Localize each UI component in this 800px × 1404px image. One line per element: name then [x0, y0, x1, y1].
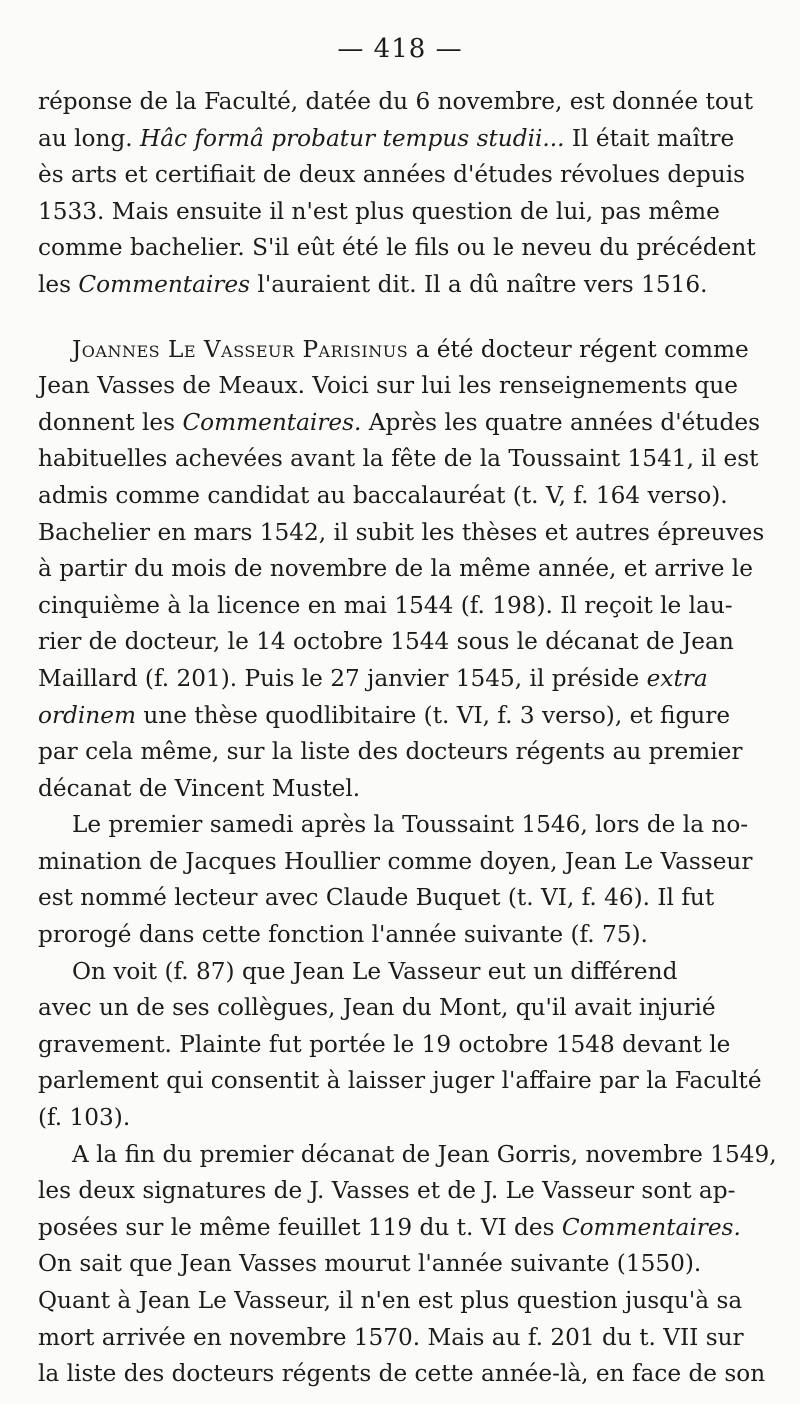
text-line: au long. Hâc formâ probatur tempus studii... Il était maître: [38, 124, 735, 152]
text-line: gravement. Plainte fut portée le 19 octobre 1548 devant le: [38, 1030, 731, 1058]
text-line: Quant à Jean Le Vasseur, il n'en est plus question jusqu'à sa: [38, 1287, 743, 1314]
text-line: Bachelier en mars 1542, il subit les thèses et autres épreuves: [38, 518, 765, 546]
text-line: les Commentaires l'auraient dit. Il a dû naître vers 1516.: [38, 270, 708, 298]
text-line: à partir du mois de novembre de la même année, et arrive le: [38, 555, 753, 583]
text-line: décanat de Vincent Mustel.: [38, 774, 361, 802]
text-line: Jean Vasses de Meaux. Voici sur lui les renseignements que: [38, 372, 738, 400]
text-line: prorogé dans cette fonction l'année suivante (f. 75).: [38, 921, 648, 949]
paragraph: [38, 954, 768, 991]
paragraph: [38, 84, 768, 304]
text-line: habituelles achevées avant la fête de la Toussaint 1541, il est: [38, 445, 759, 473]
page-number: — 418 —: [337, 34, 463, 64]
text-line: Le premier samedi après la Toussaint 1546, lors de la no-: [72, 811, 749, 839]
paragraph: [38, 1137, 777, 1174]
text-line: rier de docteur, le 14 octobre 1544 sous le décanat de Jean: [38, 628, 734, 656]
latin-quote: Hâc formâ probatur tempus studii...: [140, 124, 565, 152]
text-line: 1533. Mais ensuite il n'est plus question de lui, pas même: [38, 197, 720, 225]
text-line: admis comme candidat au baccalauréat (t. V, f. 164 verso).: [38, 481, 728, 509]
text-line: A la fin du premier décanat de Jean Gorris, novembre 1549,: [72, 1140, 777, 1168]
text-line: avec un de ses collègues, Jean du Mont, qu'il avait injurié: [38, 994, 716, 1022]
paragraph-continuation: [38, 844, 768, 954]
text-line: (f. 103).: [38, 1104, 131, 1132]
paragraph-continuation: [38, 990, 768, 1136]
text-line: est nommé lecteur avec Claude Buquet (t. VI, f. 46). Il fut: [38, 884, 715, 912]
text-line: On sait que Jean Vasses mourut l'année suivante (1550).: [38, 1250, 702, 1278]
book-title: Commentaires: [78, 270, 251, 298]
text-line: la liste des docteurs régents de cette année-là, en face de son: [38, 1360, 766, 1388]
text-line: parlement qui consentit à laisser juger l'affaire par la Faculté: [38, 1067, 762, 1095]
book-title: Commentaires.: [182, 408, 362, 436]
text-line: ordinem une thèse quodlibitaire (t. VI, f. 3 verso), et figure: [38, 701, 731, 729]
text-line: les deux signatures de J. Vasses et de J. Le Vasseur sont ap-: [38, 1177, 736, 1205]
paragraph-continuation: [38, 1173, 768, 1393]
latin-phrase: extra: [646, 664, 708, 692]
latin-phrase: ordinem: [38, 701, 136, 729]
text-line: Joannes Le Vasseur Parisinus a été docteur régent comme: [72, 335, 749, 363]
text-line: mination de Jacques Houllier comme doyen, Jean Le Vasseur: [38, 847, 753, 875]
text-line: posées sur le même feuillet 119 du t. VI des Commentaires.: [38, 1213, 741, 1241]
paragraph: [38, 332, 768, 369]
text-line: Maillard (f. 201). Puis le 27 janvier 1545, il préside extra: [38, 664, 708, 692]
text-line: ès arts et certifiait de deux années d'études révolues depuis: [38, 161, 746, 189]
text-line: cinquième à la licence en mai 1544 (f. 198). Il reçoit le lau-: [38, 591, 733, 619]
text-line: par cela même, sur la liste des docteurs régents au premier: [38, 738, 743, 766]
text-line: On voit (f. 87) que Jean Le Vasseur eut un différend: [72, 957, 678, 985]
paragraph: [38, 807, 768, 844]
text-line: réponse de la Faculté, datée du 6 novembre, est donnée tout: [38, 88, 754, 115]
text-line: mort arrivée en novembre 1570. Mais au f. 201 du t. VII sur: [38, 1323, 744, 1351]
body-text: [38, 84, 777, 1393]
text-line: comme bachelier. S'il eût été le fils ou le neveu du précédent: [38, 234, 756, 262]
paragraph-continuation: [38, 368, 768, 807]
person-name-smallcaps: Joannes Le Vasseur Parisinus: [72, 335, 409, 363]
book-title: Commentaires.: [561, 1213, 741, 1241]
text-line: donnent les Commentaires. Après les quatre années d'études: [38, 408, 761, 436]
